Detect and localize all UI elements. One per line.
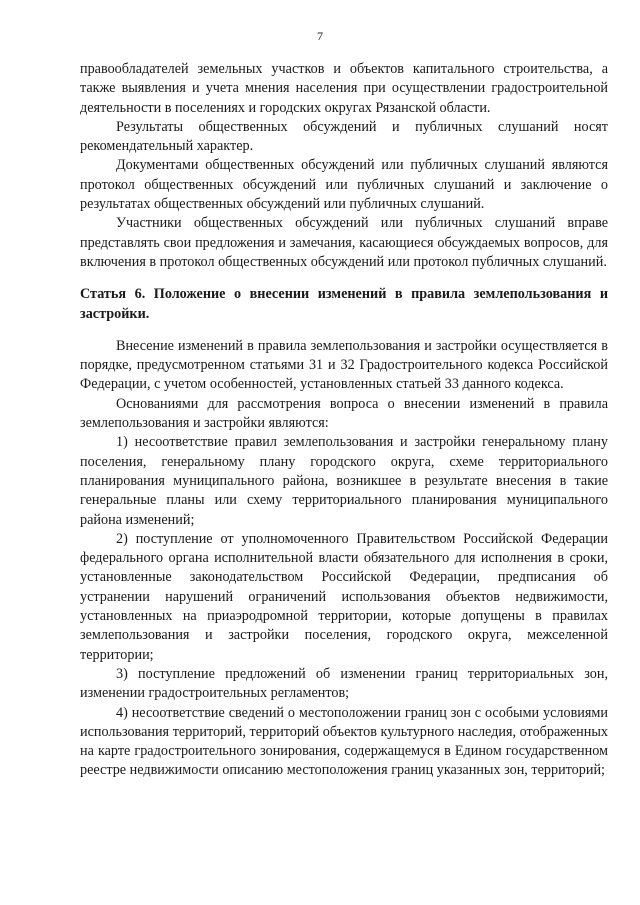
list-item: 1) несоответствие правил землепользования и застройки генеральному плану поселения, генеральному плану городского округа, схеме территориального планирования муниципального района, возникшее в результате внесения в такие генеральные планы или схему территориального планирования муниципального района изменений;: [80, 434, 608, 528]
paragraph: Внесение изменений в правила землепользования и застройки осуществляется в порядке, предусмотренном статьями 31 и 32 Градостроительного кодекса Российской Федерации, с учетом особенностей, установленных статьей 33 данного кодекса.: [80, 337, 608, 393]
list-item: 3) поступление предложений об изменении границ территориальных зон, изменении градостроительных регламентов;: [80, 665, 608, 702]
list-item: 2) поступление от уполномоченного Правительством Российской Федерации федерального органа исполнительной власти обязательного для исполнения в сроки, установленные законодательством Российской Федерации, предписания об устранении нарушений ограничений использования объектов недвижимости, установленных на приаэродромной территории, которые допущены в правилах землепользования и застройки поселения, городского округа, межселенной территории;: [80, 530, 608, 663]
paragraph: Документами общественных обсуждений или публичных слушаний являются протокол общественных обсуждений или публичных слушаний и заключение о результатах общественных обсуждений или публичных слушаний.: [80, 157, 608, 213]
text-column: [80, 60, 608, 781]
paragraph: Результаты общественных обсуждений и публичных слушаний носят рекомендательный характер.: [80, 118, 608, 155]
paragraph: Основаниями для рассмотрения вопроса о внесении изменений в правила землепользования и застройки являются:: [80, 395, 608, 432]
list-item: 4) несоответствие сведений о местоположении границ зон с особыми условиями использования территорий, территорий объектов культурного наследия, отображенных на карте градостроительного зонирования, содержащемуся в Едином государственном реестре недвижимости описанию местоположения границ указанных зон, территорий;: [80, 704, 608, 779]
paragraph: правообладателей земельных участков и объектов капитального строительства, а также выявления и учета мнения населения при осуществлении градостроительной деятельности в поселениях и городских округах Рязанской области.: [80, 61, 608, 116]
paragraph: Участники общественных обсуждений или публичных слушаний вправе представлять свои предложения и замечания, касающиеся обсуждаемых вопросов, для включения в протокол общественных обсуждений или протокол публичных слушаний.: [80, 215, 608, 270]
page-number: 7: [317, 29, 323, 43]
article-heading: Статья 6. Положение о внесении изменений в правила землепользования и застройки.: [80, 286, 608, 322]
